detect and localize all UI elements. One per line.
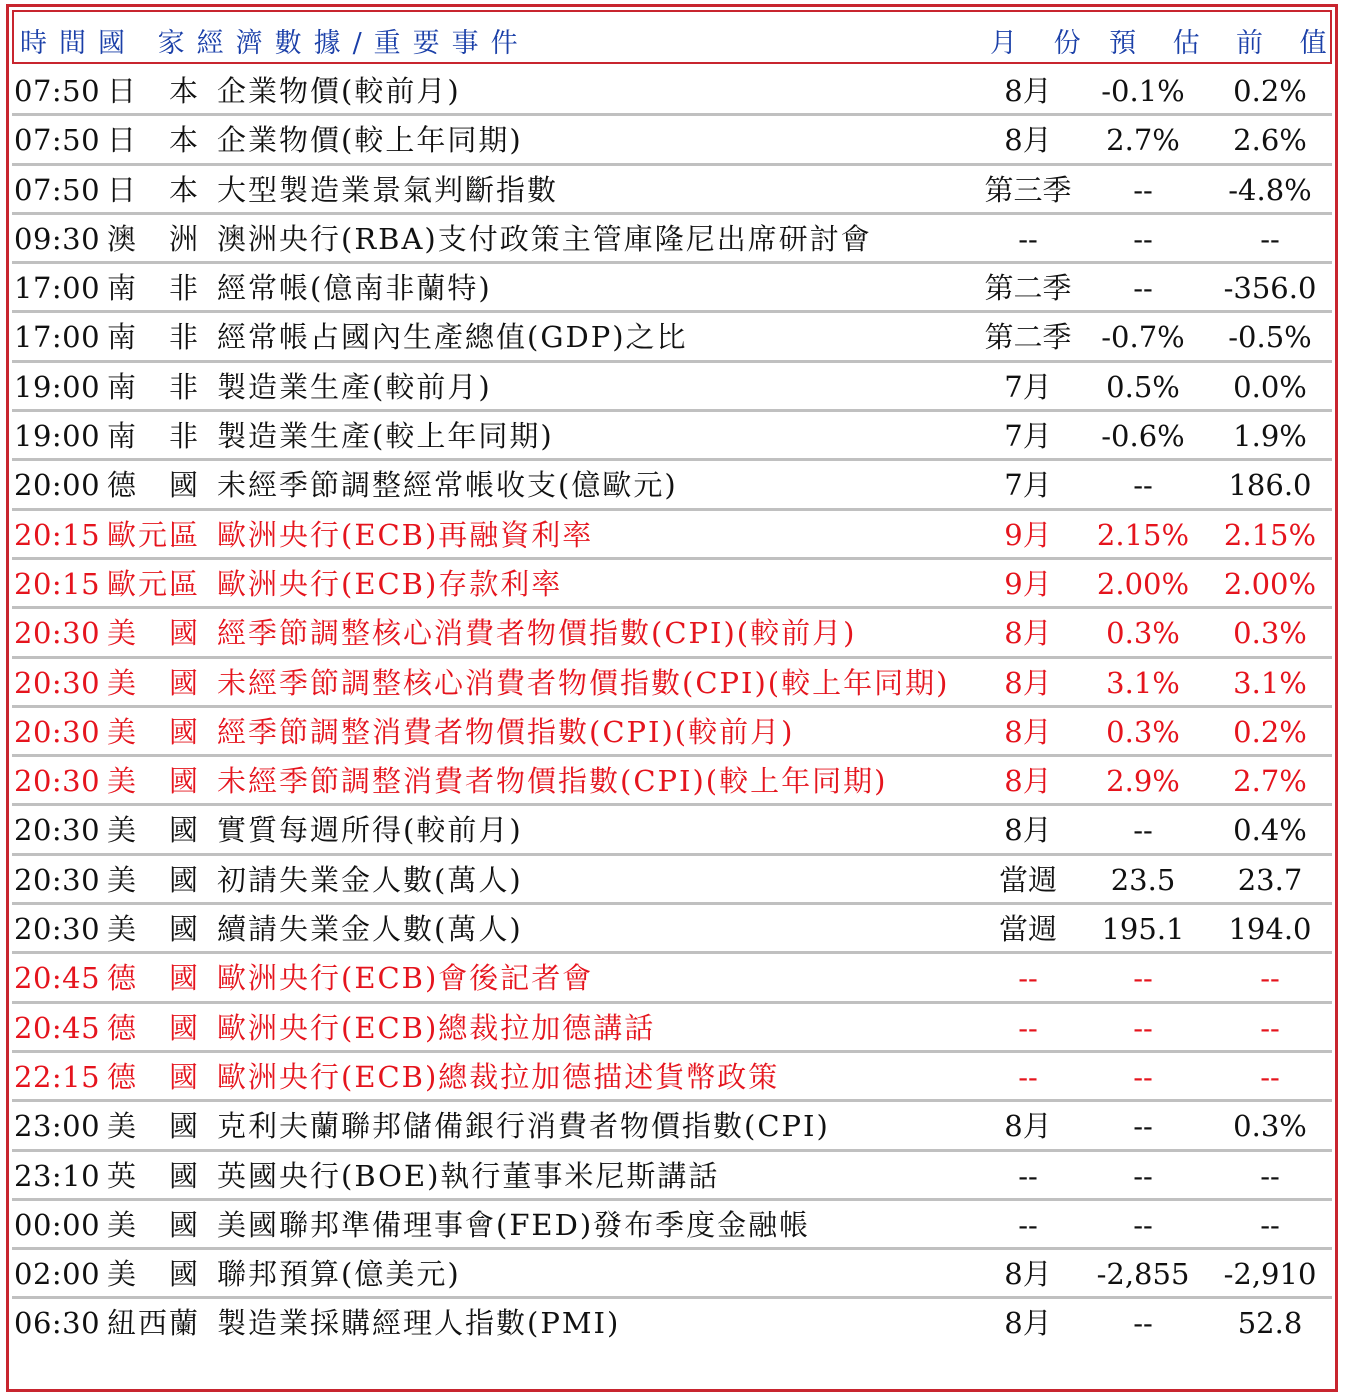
table-row [12,905,1332,954]
forecast-cell: 3.1% [1106,665,1180,700]
table-row [12,511,1332,560]
period-cell: -- [1018,1059,1038,1094]
header-title: 時間國 家經濟數據/重要事件 [20,28,530,59]
previous-cell: 52.8 [1237,1306,1303,1341]
country-cell: 歐元區 [107,517,201,552]
table-row [12,560,1332,609]
time-cell: 20:45 [14,1010,101,1045]
table-row [12,1299,1332,1348]
period-cell: 8月 [1004,1306,1052,1341]
country-cell: 美 國 [107,1109,201,1144]
previous-cell: -- [1260,1207,1280,1242]
event-cell: 歐洲央行(ECB)總裁拉加德描述貨幣政策 [217,1059,780,1094]
table-row [12,1102,1332,1151]
event-cell: 歐洲央行(ECB)總裁拉加德講話 [217,1010,656,1045]
country-cell: 美 國 [107,1207,201,1242]
time-cell: 23:00 [14,1109,101,1144]
event-cell: 歐洲央行(ECB)存款利率 [217,566,563,601]
table-row [12,954,1332,1003]
forecast-cell: 23.5 [1110,862,1176,897]
previous-cell: 23.7 [1237,862,1303,897]
table-row [12,215,1332,264]
period-cell: 8月 [1004,1257,1052,1292]
time-cell: 23:10 [14,1158,101,1193]
event-cell: 澳洲央行(RBA)支付政策主管庫隆尼出席研討會 [217,221,872,256]
period-cell: 8月 [1004,764,1052,799]
time-cell: 22:15 [14,1059,101,1094]
time-cell: 06:30 [14,1306,101,1341]
forecast-cell: -- [1133,1109,1153,1144]
event-cell: 聯邦預算(億美元) [217,1257,461,1292]
event-cell: 未經季節調整消費者物價指數(CPI)(較上年同期) [217,764,888,799]
table-row [12,116,1332,165]
previous-cell: 3.1% [1233,665,1307,700]
country-cell: 美 國 [107,862,201,897]
forecast-cell: -- [1133,1158,1153,1193]
table-row [12,1004,1332,1053]
event-cell: 製造業生產(較前月) [217,369,492,404]
forecast-cell: -- [1133,1010,1153,1045]
period-cell: 9月 [1004,517,1052,552]
period-cell: 8月 [1004,616,1052,651]
event-cell: 大型製造業景氣判斷指數 [217,172,559,207]
forecast-cell: 2.7% [1106,123,1180,158]
previous-cell: 2.00% [1223,566,1317,601]
event-cell: 製造業採購經理人指數(PMI) [217,1306,621,1341]
forecast-cell: -- [1133,961,1153,996]
country-cell: 德 國 [107,468,201,503]
time-cell: 20:30 [14,764,101,799]
table-row [12,1152,1332,1201]
time-cell: 20:45 [14,961,101,996]
forecast-cell: -0.1% [1101,74,1185,108]
previous-cell: -0.5% [1228,320,1312,355]
previous-cell: 2.15% [1223,517,1317,552]
period-cell: 8月 [1004,813,1052,848]
previous-cell: 0.3% [1233,616,1307,651]
previous-cell: 0.4% [1233,813,1307,848]
table-row [12,412,1332,461]
table-row [12,659,1332,708]
period-cell: 7月 [1004,468,1052,503]
period-cell: 8月 [1004,123,1052,158]
period-cell: -- [1018,1158,1038,1193]
previous-cell: 2.7% [1233,764,1307,799]
forecast-cell: 2.00% [1096,566,1190,601]
forecast-cell: 0.3% [1106,714,1180,749]
previous-cell: -- [1260,1158,1280,1193]
event-cell: 製造業生產(較上年同期) [217,419,554,454]
previous-cell: 186.0 [1228,468,1312,503]
event-cell: 未經季節調整核心消費者物價指數(CPI)(較上年同期) [217,665,950,700]
time-cell: 20:15 [14,517,101,552]
country-cell: 美 國 [107,665,201,700]
table-row [12,708,1332,757]
time-cell: 20:15 [14,566,101,601]
period-cell: 8月 [1004,665,1052,700]
table-row [12,1250,1332,1299]
forecast-cell: -2,855 [1096,1257,1190,1292]
country-cell: 日 本 [107,123,201,158]
time-cell: 20:30 [14,616,101,651]
forecast-cell: 2.15% [1096,517,1190,552]
event-cell: 續請失業金人數(萬人) [217,912,523,947]
country-cell: 歐元區 [107,566,201,601]
country-cell: 紐西蘭 [107,1306,201,1341]
table-row [12,856,1332,905]
time-cell: 17:00 [14,320,101,355]
period-cell: -- [1018,1207,1038,1242]
country-cell: 美 國 [107,813,201,848]
period-cell: 第三季 [984,172,1072,207]
period-cell: -- [1018,1010,1038,1045]
country-cell: 德 國 [107,961,201,996]
previous-cell: -2,910 [1223,1257,1317,1292]
event-cell: 經常帳占國內生產總值(GDP)之比 [217,320,688,355]
country-cell: 美 國 [107,616,201,651]
table-row [12,1053,1332,1102]
event-cell: 實質每週所得(較前月) [217,813,523,848]
event-cell: 初請失業金人數(萬人) [217,862,523,897]
country-cell: 日 本 [107,74,201,108]
period-cell: 7月 [1004,369,1052,404]
time-cell: 20:30 [14,912,101,947]
country-cell: 美 國 [107,912,201,947]
period-cell: 當週 [998,912,1057,947]
forecast-cell: 195.1 [1101,912,1185,947]
time-cell: 20:30 [14,714,101,749]
previous-cell: -- [1260,221,1280,256]
country-cell: 南 非 [107,419,201,454]
previous-cell: -4.8% [1228,172,1312,207]
table-row [12,166,1332,215]
previous-cell: 194.0 [1228,912,1312,947]
table-body [12,67,1332,1349]
previous-cell: 0.3% [1233,1109,1307,1144]
event-cell: 經季節調整核心消費者物價指數(CPI)(較前月) [217,616,857,651]
period-cell: -- [1018,221,1038,256]
period-cell: -- [1018,961,1038,996]
forecast-cell: -- [1133,1306,1153,1341]
time-cell: 19:00 [14,369,101,404]
time-cell: 20:30 [14,813,101,848]
forecast-cell: -- [1133,1059,1153,1094]
country-cell: 英 國 [107,1158,201,1193]
period-cell: 當週 [998,862,1057,897]
time-cell: 00:00 [14,1207,101,1242]
forecast-cell: 2.9% [1106,764,1180,799]
event-cell: 克利夫蘭聯邦儲備銀行消費者物價指數(CPI) [217,1109,830,1144]
country-cell: 美 國 [107,1257,201,1292]
country-cell: 美 國 [107,764,201,799]
time-cell: 02:00 [14,1257,101,1292]
event-cell: 企業物價(較前月) [217,74,461,108]
country-cell: 德 國 [107,1059,201,1094]
country-cell: 日 本 [107,172,201,207]
country-cell: 南 非 [107,320,201,355]
forecast-cell: -- [1133,221,1153,256]
period-cell: 8月 [1004,74,1052,108]
country-cell: 美 國 [107,714,201,749]
country-cell: 南 非 [107,369,201,404]
event-cell: 歐洲央行(ECB)再融資利率 [217,517,594,552]
time-cell: 09:30 [14,221,101,256]
event-cell: 未經季節調整經常帳收支(億歐元) [217,468,678,503]
event-cell: 美國聯邦準備理事會(FED)發布季度金融帳 [217,1207,811,1242]
previous-cell: 0.2% [1233,714,1307,749]
time-cell: 17:00 [14,271,101,306]
table-row [12,806,1332,855]
country-cell: 德 國 [107,1010,201,1045]
table-row [12,264,1332,313]
time-cell: 07:50 [14,172,101,207]
forecast-cell: -- [1133,813,1153,848]
table-header [12,10,1341,64]
forecast-cell: -- [1133,1207,1153,1242]
previous-cell: 2.6% [1233,123,1307,158]
period-cell: 9月 [1004,566,1052,601]
previous-cell: -- [1260,1010,1280,1045]
header-previous: 前 值 [1236,28,1341,59]
event-cell: 歐洲央行(ECB)會後記者會 [217,961,594,996]
event-cell: 英國央行(BOE)執行董事米尼斯講話 [217,1158,720,1193]
country-cell: 南 非 [107,271,201,306]
forecast-cell: -0.6% [1101,419,1185,454]
table-row [12,609,1332,658]
previous-cell: 1.9% [1233,419,1307,454]
table-row [12,757,1332,806]
previous-cell: 0.0% [1233,369,1307,404]
previous-cell: -- [1260,1059,1280,1094]
forecast-cell: -0.7% [1101,320,1185,355]
table-row [12,363,1332,412]
time-cell: 20:00 [14,468,101,503]
header-period: 月 份 [990,28,1095,59]
time-cell: 20:30 [14,665,101,700]
table-row [12,67,1332,116]
period-cell: 第二季 [984,271,1072,306]
period-cell: 8月 [1004,1109,1052,1144]
time-cell: 20:30 [14,862,101,897]
period-cell: 7月 [1004,419,1052,454]
time-cell: 19:00 [14,419,101,454]
time-cell: 07:50 [14,74,101,108]
forecast-cell: 0.5% [1106,369,1180,404]
previous-cell: -- [1260,961,1280,996]
previous-cell: -356.0 [1223,271,1317,306]
time-cell: 07:50 [14,123,101,158]
economic-calendar-table [6,4,1341,1392]
event-cell: 企業物價(較上年同期) [217,123,523,158]
forecast-cell: -- [1133,172,1153,207]
period-cell: 8月 [1004,714,1052,749]
previous-cell: 0.2% [1233,74,1307,108]
period-cell: 第二季 [984,320,1072,355]
header-forecast: 預 估 [1109,28,1214,59]
event-cell: 經季節調整消費者物價指數(CPI)(較前月) [217,714,795,749]
country-cell: 澳 洲 [107,221,201,256]
forecast-cell: -- [1133,271,1153,306]
event-cell: 經常帳(億南非蘭特) [217,271,492,306]
table-row [12,313,1332,362]
table-row [12,1201,1332,1250]
forecast-cell: -- [1133,468,1153,503]
table-row [12,461,1332,510]
forecast-cell: 0.3% [1106,616,1180,651]
